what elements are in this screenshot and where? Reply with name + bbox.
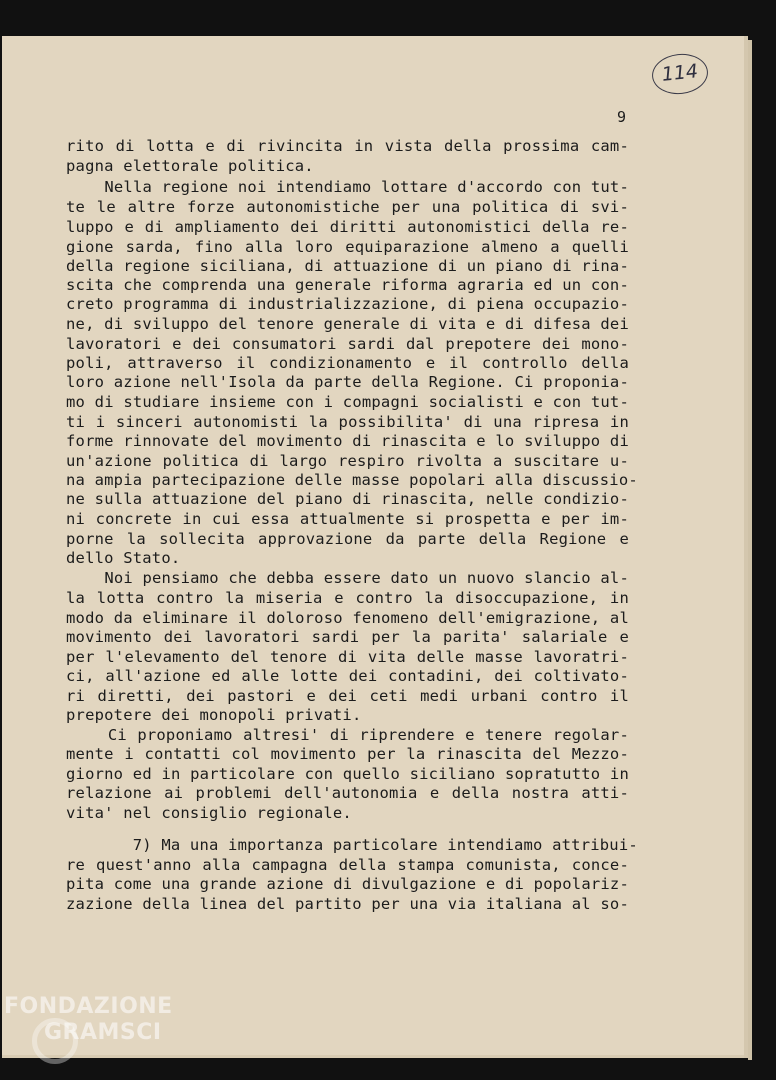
text-line: 7) Ma una importanza particolare intendiamo attribui- <box>66 836 638 854</box>
text-line: ti i sinceri autonomisti la possibilita' di una ripresa in <box>66 413 629 431</box>
page-edge <box>748 40 752 1060</box>
page-number: 9 <box>617 108 627 126</box>
text-line: ne sulla attuazione del piano di rinascita, nelle condizio- <box>66 490 629 508</box>
text-line: vita' nel consiglio regionale. <box>66 804 352 822</box>
text-line: forme rinnovate del movimento di rinascita e lo sviluppo di <box>66 432 629 450</box>
text-line: lavoratori e dei consumatori sardi dal prepotere dei mono- <box>66 335 629 353</box>
text-line: poli, attraverso il condizionamento e il controllo della <box>66 354 629 372</box>
text-line: mo di studiare insieme con i compagni socialisti e con tut- <box>66 393 629 411</box>
text-line: rito di lotta e di rivincita in vista della prossima cam- <box>66 137 629 155</box>
text-line: prepotere dei monopoli privati. <box>66 706 362 724</box>
text-line: porne la sollecita approvazione da parte della Regione e <box>66 530 629 548</box>
text-line: Nella regione noi intendiamo lottare d'accordo con tut- <box>66 178 629 196</box>
text-line: ne, di sviluppo del tenore generale di vita e di difesa dei <box>66 315 629 333</box>
text-line: un'azione politica di largo respiro rivolta a suscitare u- <box>66 452 629 470</box>
text-line: ci, all'azione ed alle lotte dei contadini, dei coltivato- <box>66 667 629 685</box>
text-line: zazione della linea del partito per una via italiana al so- <box>66 895 629 913</box>
text-line: loro azione nell'Isola da parte della Regione. Ci proponia- <box>66 373 629 391</box>
archive-stamp-number: 114 <box>650 51 710 97</box>
text-line: gione sarda, fino alla loro equiparazione almeno a quelli <box>66 238 629 256</box>
text-line: dello Stato. <box>66 549 181 567</box>
watermark <box>4 994 173 1046</box>
text-line: ni concrete in cui essa attualmente si prospetta e per im- <box>66 510 629 528</box>
text-line: la lotta contro la miseria e contro la disoccupazione, in <box>66 589 629 607</box>
text-line: luppo e di ampliamento dei diritti autonomistici della re- <box>66 218 629 236</box>
text-line: scita che comprenda una generale riforma agraria ed un con- <box>66 276 629 294</box>
watermark-line-1: FONDAZIONE <box>4 994 173 1019</box>
text-line: Noi pensiamo che debba essere dato un nuovo slancio al- <box>66 569 629 587</box>
text-line: ri diretti, dei pastori e dei ceti medi urbani contro il <box>66 687 629 705</box>
watermark-line-2: GRAMSCI <box>44 1020 162 1045</box>
text-line: pita come una grande azione di divulgazione e di popolariz- <box>66 875 629 893</box>
text-line: te le altre forze autonomistiche per una politica di svi- <box>66 198 629 216</box>
text-line: della regione siciliana, di attuazione di un piano di rina- <box>66 257 629 275</box>
text-line: movimento dei lavoratori sardi per la parita' salariale e <box>66 628 629 646</box>
text-line: pagna elettorale politica. <box>66 157 314 175</box>
text-line: modo da eliminare il doloroso fenomeno dell'emigrazione, al <box>66 609 629 627</box>
text-line: creto programma di industrializzazione, di piena occupazio- <box>66 295 629 313</box>
text-line: Ci proponiamo altresi' di riprendere e tenere regolar- <box>66 726 629 744</box>
text-line: per l'elevamento del tenore di vita delle masse lavoratri- <box>66 648 629 666</box>
text-line: relazione ai problemi dell'autonomia e della nostra atti- <box>66 784 629 802</box>
text-line: na ampia partecipazione delle masse popolari alla discussio- <box>66 471 638 489</box>
text-line: mente i contatti col movimento per la rinascita del Mezzo- <box>66 745 629 763</box>
text-line: giorno ed in particolare con quello siciliano sopratutto in <box>66 765 629 783</box>
text-line: re quest'anno alla campagna della stampa comunista, conce- <box>66 856 629 874</box>
